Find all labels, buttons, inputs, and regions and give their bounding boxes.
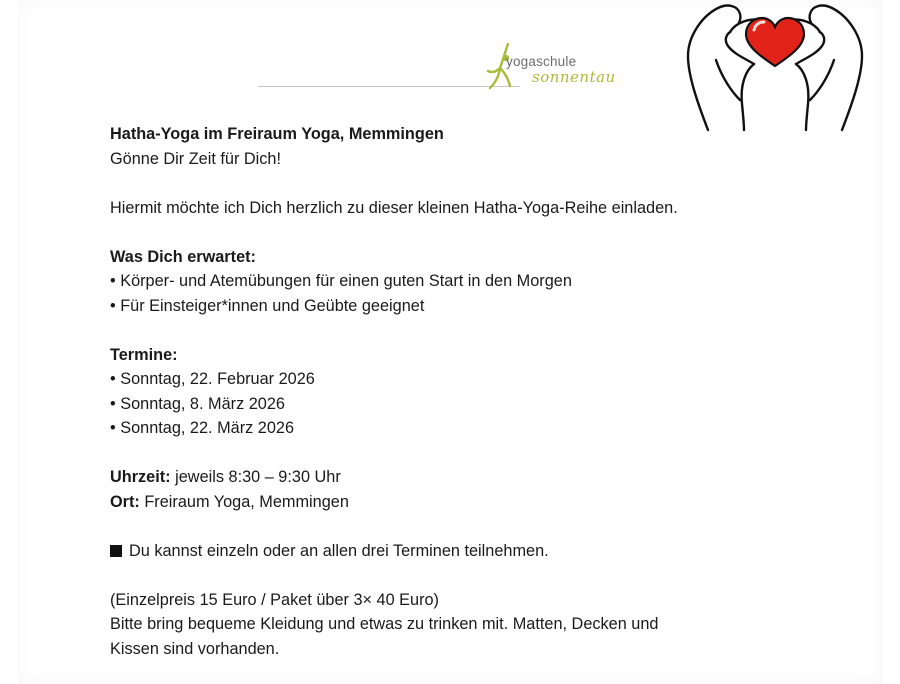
date-item: • Sonntag, 22. Februar 2026 xyxy=(110,370,315,388)
date-item: • Sonntag, 22. März 2026 xyxy=(110,419,295,437)
place-label: Ort: xyxy=(110,492,140,511)
note-row xyxy=(110,539,830,564)
time-value: jeweils 8:30 – 9:30 Uhr xyxy=(170,468,341,486)
bring-text-line-2: Kissen sind vorhanden. xyxy=(110,639,280,658)
price-text: (Einzelpreis 15 Euro / Paket über 3× 40 Euro) xyxy=(110,590,439,609)
dates-heading: Termine: xyxy=(110,345,178,364)
bring-text-line-1: Bitte bring bequeme Kleidung und etwas zu trinken mit. Matten, Decken und xyxy=(110,615,659,633)
expect-heading: Was Dich erwartet: xyxy=(110,247,256,266)
page-title: Hatha-Yoga im Freiraum Yoga, Memmingen xyxy=(110,125,444,143)
heart-hands-icon xyxy=(680,0,870,132)
list-item: • Körper- und Atemübungen für einen guten Start in den Morgen xyxy=(110,272,572,290)
black-square-icon xyxy=(110,545,122,557)
subtitle: Gönne Dir Zeit für Dich! xyxy=(110,149,282,168)
note-text: Du kannst einzeln oder an allen drei Terminen teilnehmen. xyxy=(129,541,549,560)
logo-text-sonnentau: sonnentau xyxy=(532,68,616,86)
date-item: • Sonntag, 8. März 2026 xyxy=(110,394,285,413)
yogaschule-logo xyxy=(472,40,642,94)
intro-text: Hiermit möchte ich Dich herzlich zu dieser kleinen Hatha-Yoga-Reihe einladen. xyxy=(110,198,678,217)
invitation-text xyxy=(110,122,830,661)
logo-text-yogaschule: yogaschule xyxy=(506,54,577,69)
place-value: Freiraum Yoga, Memmingen xyxy=(139,492,349,511)
list-item: • Für Einsteiger*innen und Geübte geeignet xyxy=(110,296,425,315)
place-row xyxy=(110,490,830,515)
time-row xyxy=(110,465,830,490)
time-label: Uhrzeit: xyxy=(110,468,171,486)
